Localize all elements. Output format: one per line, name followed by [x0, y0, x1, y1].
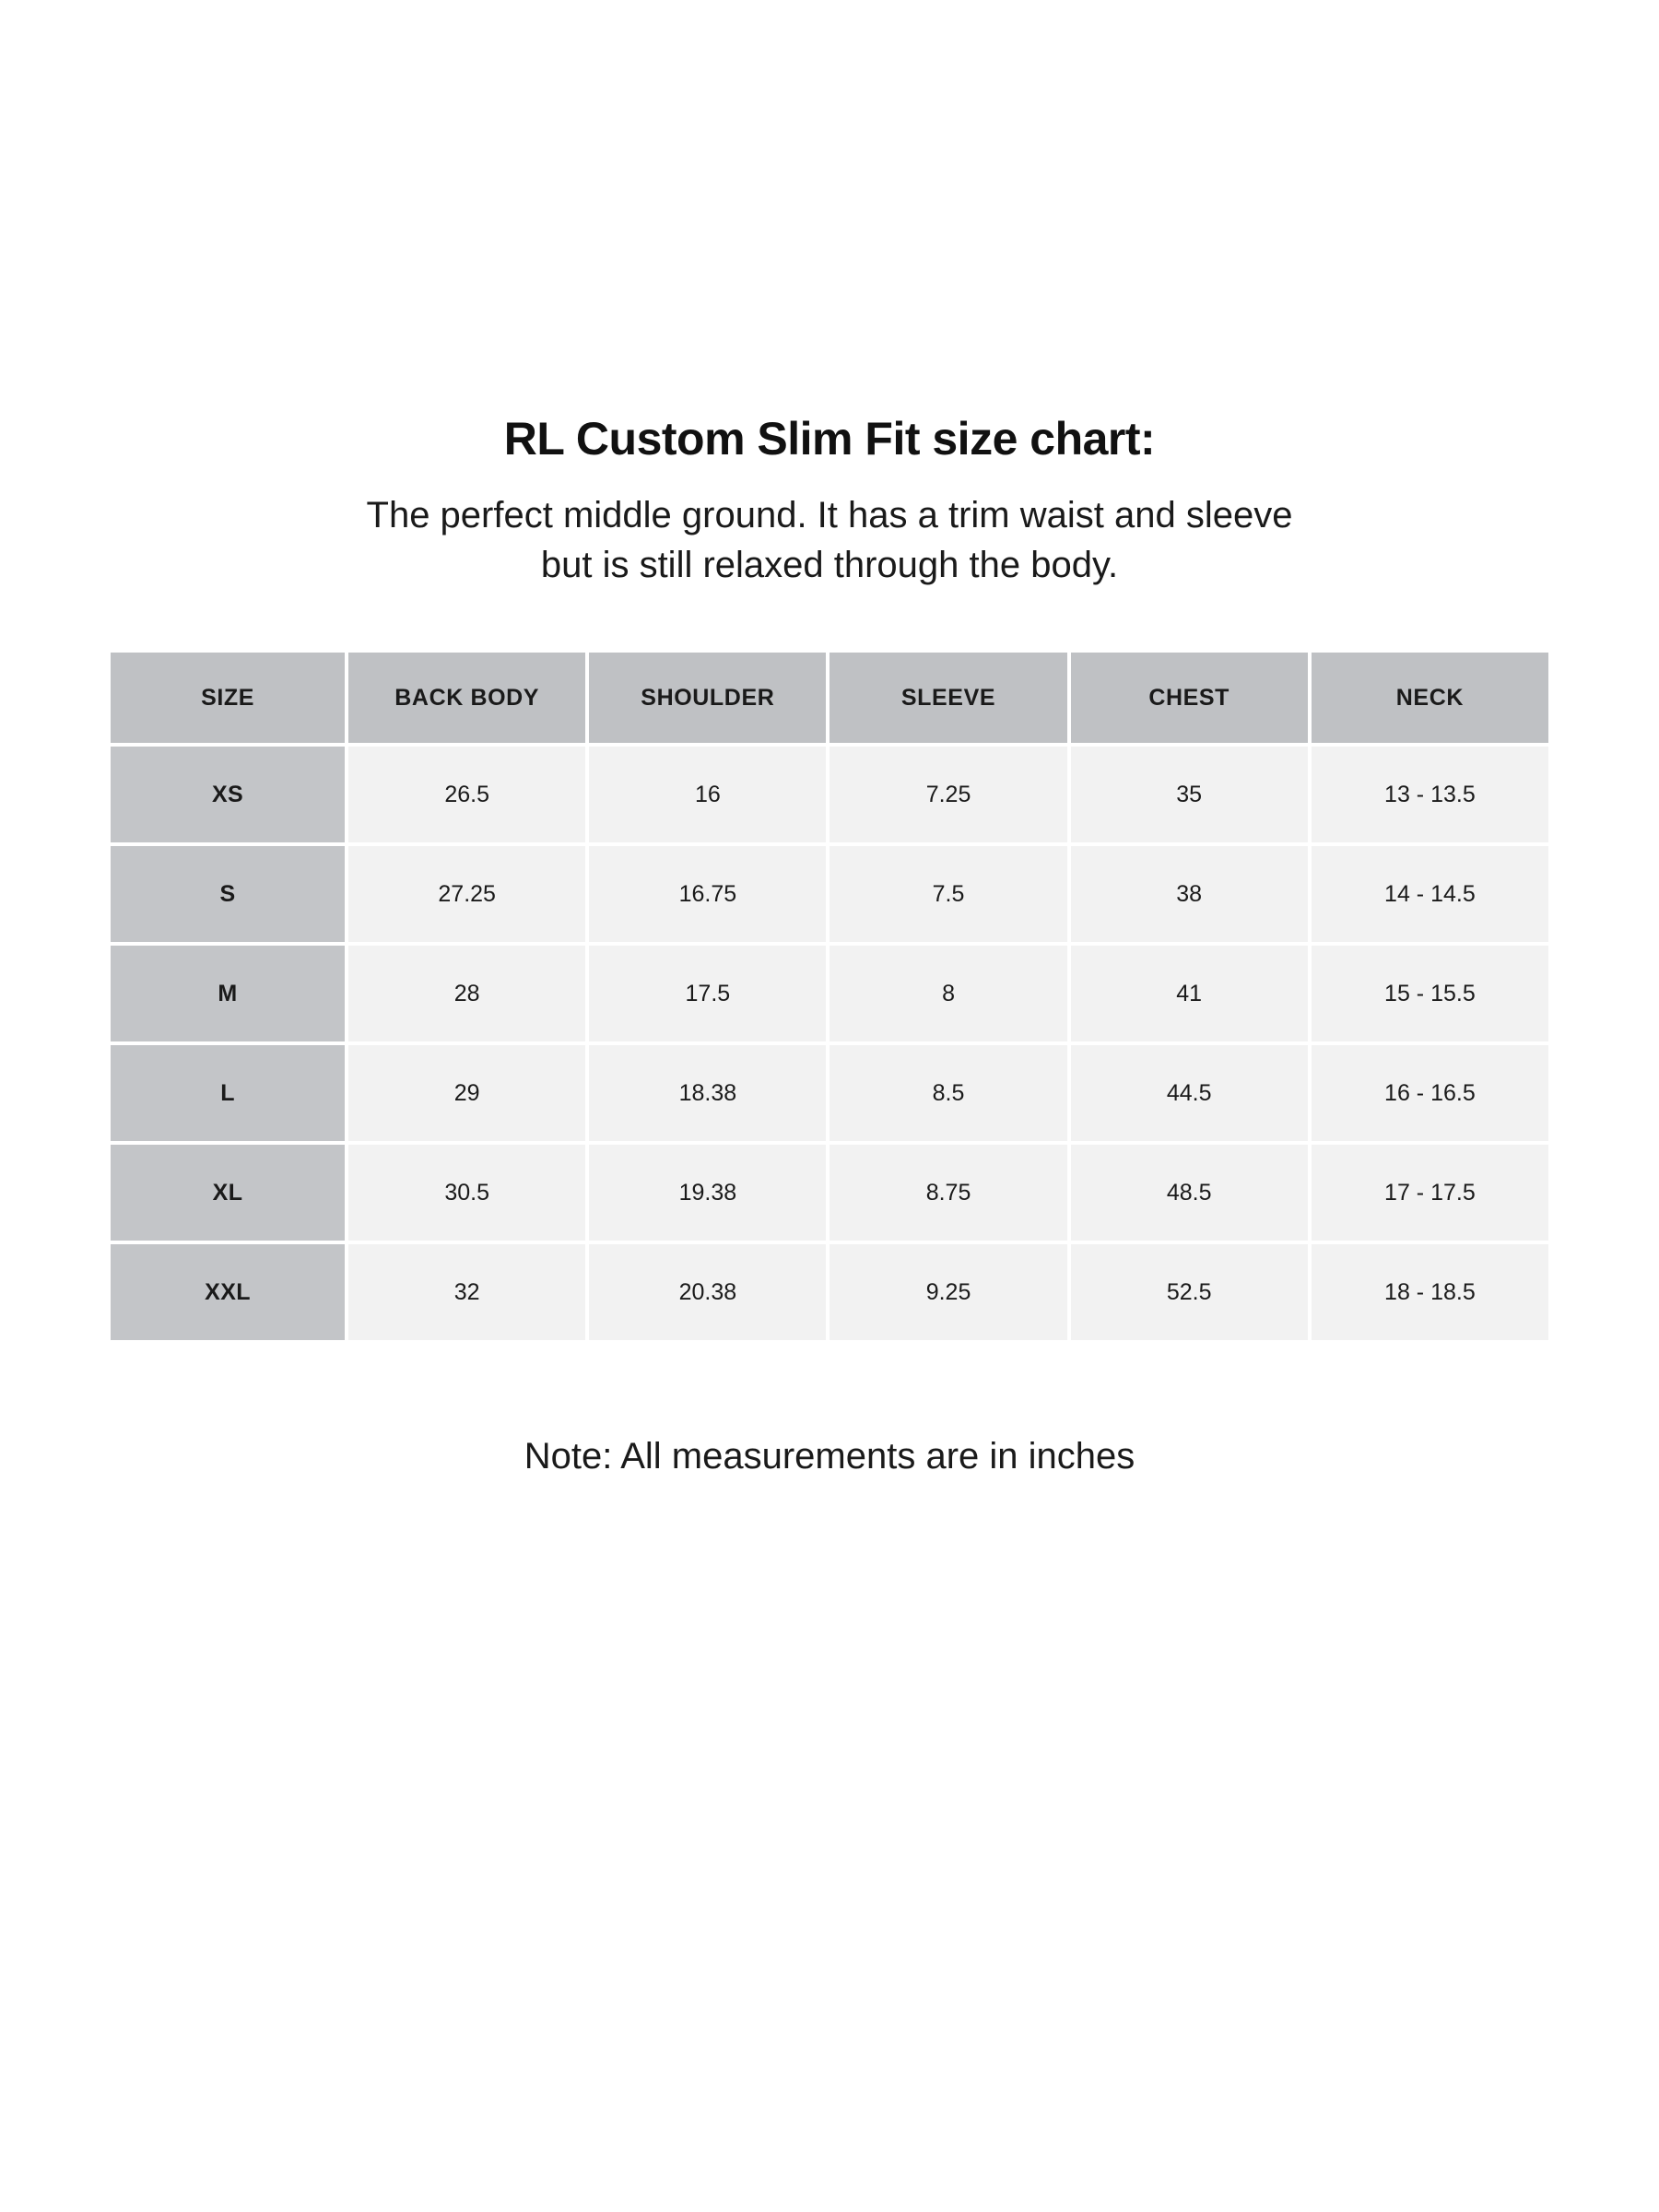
cell-shoulder: 16	[589, 747, 826, 842]
cell-chest: 35	[1071, 747, 1308, 842]
cell-sleeve: 7.25	[830, 747, 1066, 842]
cell-neck: 15 - 15.5	[1312, 946, 1548, 1041]
cell-back-body: 27.25	[348, 846, 585, 942]
cell-neck: 17 - 17.5	[1312, 1145, 1548, 1241]
size-chart-table-wrapper	[107, 590, 1552, 1344]
column-header-size: SIZE	[111, 653, 345, 743]
table-row	[111, 1145, 1548, 1241]
cell-back-body: 29	[348, 1045, 585, 1141]
cell-sleeve: 8	[830, 946, 1066, 1041]
cell-sleeve: 8.5	[830, 1045, 1066, 1141]
page-subtitle: The perfect middle ground. It has a trim waist and sleeve but is still relaxed through the body.	[366, 495, 1293, 585]
column-header-neck: NECK	[1312, 653, 1548, 743]
cell-chest: 52.5	[1071, 1244, 1308, 1340]
column-header-chest: CHEST	[1071, 653, 1308, 743]
page-title: RL Custom Slim Fit size chart:	[503, 413, 1156, 465]
table-row	[111, 747, 1548, 842]
table-header	[111, 653, 1548, 743]
column-header-back-body: BACK BODY	[348, 653, 585, 743]
table-row	[111, 846, 1548, 942]
cell-size: L	[111, 1045, 345, 1141]
cell-back-body: 28	[348, 946, 585, 1041]
column-header-sleeve: SLEEVE	[830, 653, 1066, 743]
cell-shoulder: 18.38	[589, 1045, 826, 1141]
cell-back-body: 30.5	[348, 1145, 585, 1241]
cell-chest: 48.5	[1071, 1145, 1308, 1241]
cell-chest: 44.5	[1071, 1045, 1308, 1141]
cell-size: M	[111, 946, 345, 1041]
measurement-note: Note: All measurements are in inches	[524, 1436, 1135, 1477]
cell-size: XXL	[111, 1244, 345, 1340]
cell-size: XL	[111, 1145, 345, 1241]
cell-back-body: 32	[348, 1244, 585, 1340]
table-body	[111, 747, 1548, 1340]
size-chart-table	[107, 649, 1552, 1344]
table-row	[111, 1045, 1548, 1141]
cell-shoulder: 19.38	[589, 1145, 826, 1241]
cell-sleeve: 8.75	[830, 1145, 1066, 1241]
cell-neck: 18 - 18.5	[1312, 1244, 1548, 1340]
cell-size: XS	[111, 747, 345, 842]
cell-shoulder: 16.75	[589, 846, 826, 942]
cell-chest: 41	[1071, 946, 1308, 1041]
cell-neck: 16 - 16.5	[1312, 1045, 1548, 1141]
column-header-shoulder: SHOULDER	[589, 653, 826, 743]
table-header-row	[111, 653, 1548, 743]
cell-sleeve: 9.25	[830, 1244, 1066, 1340]
cell-size: S	[111, 846, 345, 942]
cell-back-body: 26.5	[348, 747, 585, 842]
cell-shoulder: 17.5	[589, 946, 826, 1041]
cell-chest: 38	[1071, 846, 1308, 942]
cell-shoulder: 20.38	[589, 1244, 826, 1340]
cell-neck: 14 - 14.5	[1312, 846, 1548, 942]
table-row	[111, 946, 1548, 1041]
cell-sleeve: 7.5	[830, 846, 1066, 942]
cell-neck: 13 - 13.5	[1312, 747, 1548, 842]
table-row	[111, 1244, 1548, 1340]
